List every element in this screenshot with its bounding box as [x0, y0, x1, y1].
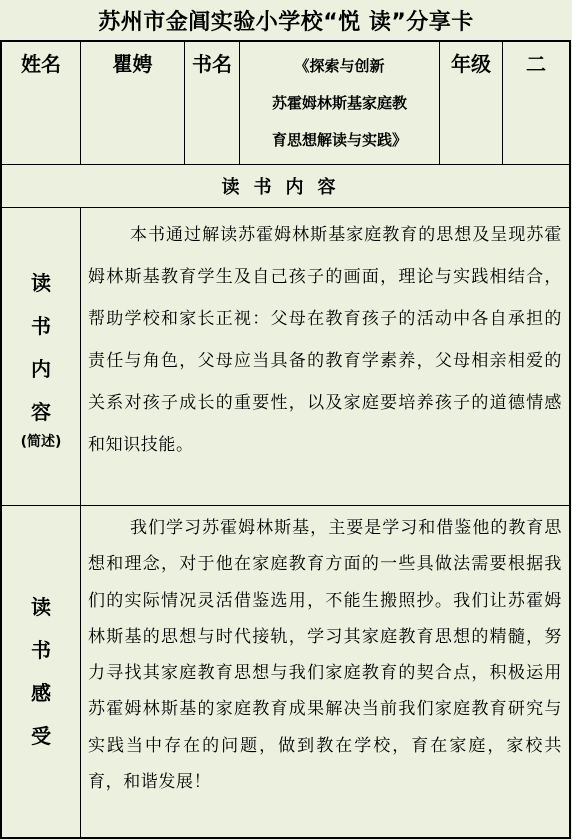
reflection-label-char: 读	[31, 594, 51, 619]
col-divider	[80, 207, 81, 837]
book-name-line: 《探索与创新	[294, 56, 385, 75]
content-summary-text: 本书通过解读苏霍姆林斯基家庭教育的思想及呈现苏霍姆林斯基教育学生及自己孩子的画面，理论与实践相结合，帮助学校和家长正视：父母在教育孩子的活动中各自承担的责任与角色，父母应当具备的教育学素养，父母相亲相爱的关系对孩子成长的重要性，以及家庭要培养孩子的道德情感和知识技能。	[88, 225, 562, 455]
content-label-note: (简述)	[20, 433, 62, 450]
info-table	[0, 40, 571, 839]
book-name-line: 育思想解读与实践》	[271, 130, 407, 149]
name-value: 瞿娉	[112, 51, 153, 76]
section-title: 读书内容	[221, 177, 350, 198]
reflection-text: 我们学习苏霍姆林斯基，主要是学习和借鉴他的教育思想和理念，对于他在家庭教育方面的一些具做法需要根据我们的实际情况灵活借鉴选用，不能生搬照抄。我们让苏霍姆林斯基的思想与时代接轨，学习其家庭教育思想的精髓，努力寻找其家庭教育思想与我们家庭教育的契合点，积极运用苏霍姆林斯基的家庭教育成果解决当前我们家庭教育研究与实践当中存在的问题，做到教在学校，育在家庭，家校共育，和谐发展！	[88, 518, 562, 793]
table-border-right	[569, 40, 571, 839]
content-label	[2, 208, 80, 505]
content-label-char: 读	[31, 270, 51, 295]
content-label-char: 内	[31, 356, 51, 381]
table-border-bottom	[0, 837, 571, 839]
content-label-char: 书	[31, 313, 51, 338]
reflection-label-char: 感	[31, 680, 51, 705]
book-name-line: 苏霍姆林斯基家庭教	[271, 93, 407, 112]
name-label: 姓名	[21, 51, 61, 76]
grade-label: 年级	[451, 51, 491, 76]
reflection-label-char: 书	[31, 637, 51, 662]
content-label-char: 容	[31, 399, 51, 424]
reflection-label	[2, 506, 80, 837]
reflection-label-char: 受	[31, 723, 51, 748]
grade-value: 二	[526, 51, 546, 76]
row-divider	[0, 505, 571, 506]
row-divider	[0, 207, 571, 208]
book-name	[240, 40, 439, 164]
book-label: 书名	[192, 51, 232, 76]
card-title: 苏州市金阊实验小学校“悦 读”分享卡	[98, 9, 474, 35]
